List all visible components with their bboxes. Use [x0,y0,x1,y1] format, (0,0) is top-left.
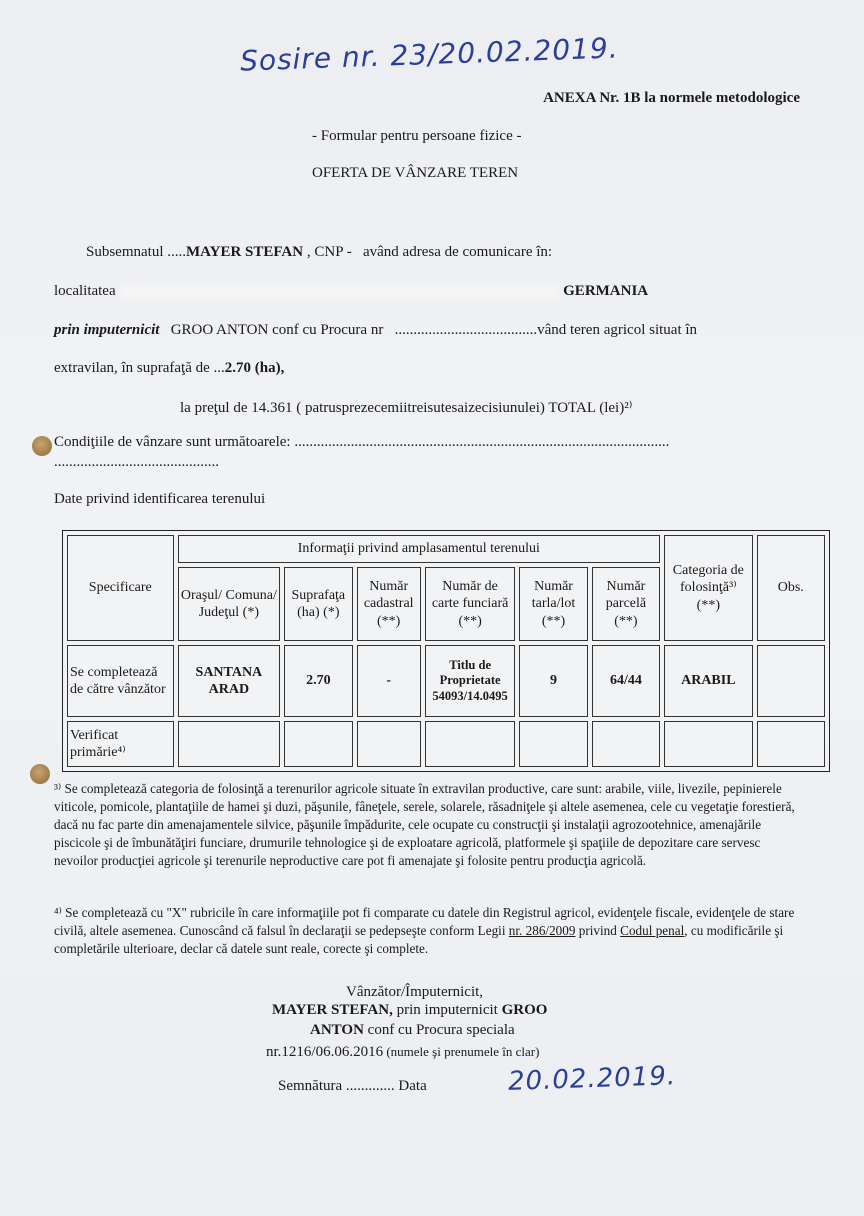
th-specificare: Specificare [67,535,174,641]
cell-obs [757,645,825,717]
th-oras: Oraşul/ Comuna/ Judeţul (*) [178,567,281,641]
th-suprafata: Suprafaţa (ha) (*) [284,567,352,641]
country: GERMANIA [563,283,649,299]
intro-line [86,244,552,261]
redacted-address [119,286,559,298]
law-link[interactable]: nr. 286/2009 [508,923,576,938]
procura-number: nr.1216/06.06.2016 [266,1044,384,1060]
signature-procura-number [266,1044,539,1061]
land-identification-table [62,530,830,772]
area-line [54,360,284,377]
representative-line [54,322,697,339]
th-tarla: Număr tarla/lot (**) [519,567,587,641]
binder-hole-bottom [30,764,50,784]
conditions-label: Condiţiile de vânzare sunt următoarele: [54,434,291,450]
locality-label: localitatea [54,283,116,299]
signer-name: MAYER STEFAN, [272,1002,393,1018]
binder-hole-top [32,436,52,456]
cell-categoria: ARABIL [664,645,752,717]
table-row [67,645,825,717]
intro-prefix: Subsemnatul ..... [86,244,186,260]
cnp-label: , CNP - [303,244,352,260]
th-cadastral: Număr cadastral (**) [357,567,421,641]
signature-date-line [278,1078,427,1095]
cell-empty [592,721,660,767]
footnote-4-text-2: privind [575,923,621,938]
procura-label: conf cu Procura nr [272,322,384,338]
representative-label: prin imputernicit [54,322,160,338]
table-row [67,721,825,767]
th-carte-funciara: Număr de carte funciară (**) [425,567,515,641]
representative-surname: GROO [501,1002,548,1018]
cell-suprafata: 2.70 [284,645,352,717]
address-label: având adresa de comunicare în: [362,244,553,260]
form-type: - Formular pentru persoane fizice - [312,128,522,144]
area-prefix: extravilan, în suprafaţă de ... [54,360,225,376]
cell-carte-funciara: Titlu de Proprietate 54093/14.0495 [425,645,515,717]
sell-text: vând teren agricol situat în [537,322,698,338]
cell-parcela: 64/44 [592,645,660,717]
cell-empty [284,721,352,767]
footnote-4 [54,904,796,958]
cell-oras: SANTANA ARAD [178,645,281,717]
th-categoria: Categoria de folosinţă³⁾ (**) [664,535,752,641]
date-label: Data [398,1078,427,1094]
representative-given-name: ANTON [310,1022,364,1038]
procura-text: conf cu Procura speciala [363,1022,515,1038]
cell-empty [664,721,752,767]
locality-line [54,283,648,300]
procura-dots: ...................................... [394,322,538,338]
th-obs: Obs. [757,535,825,641]
cell-empty [357,721,421,767]
conditions-dots-2: ............................................ [54,454,219,470]
signature-procura-line [310,1022,515,1039]
signature-dots: ............. [342,1078,399,1094]
th-parcela: Număr parcelă (**) [592,567,660,641]
footnote-3: ³⁾ Se completează categoria de folosinţă a terenurilor agricole situate în extravilan productive, care sunt: arabile, viile, livezile, pepinierele viticole, pomicole, plantaţiile de hamei şi duzi, păşunile, fâneţele, serele, solarele, răsadniţele şi altele asemenea, cele cu vegetaţie forestieră, dacă nu fac parte din amenajamentele silvice, păşunile împădurite, cele ocupate cu construcţii şi instalaţii agrozootehnice, amenajările piscicole şi de îmbunătăţiri funciare, drumurile tehnologice şi de exploatare agricolă, platformele şi spaţiile de depozitare care servesc nevoilor producţiei agricole şi terenurile neproductive care pot fi amenajate şi folosite pentru producţia agricolă. [54,781,795,868]
handwritten-registration-note: Sosire nr. 23/20.02.2019. [239,31,620,78]
price-line: la preţul de 14.361 ( patrusprezecemiitreisutesaizecisiunulei) TOTAL (lei)²⁾ [180,400,633,416]
cell-empty [757,721,825,767]
cell-empty [425,721,515,767]
row-label-verified: Verificat primărie⁴⁾ [67,721,174,767]
annex-reference: ANEXA Nr. 1B la normele metodologice [543,90,800,106]
conditions-line [54,434,669,451]
footnote-4-text: ⁴⁾ Se completează cu "X" rubricile în care informaţiile pot fi comparate cu datele din Registrul agricol, evidenţele fiscale, evidenţele de stare civilă, altele asemenea. Cunoscând că falsul în declaraţii se pedepseşte conform Legii [54,905,795,938]
conditions-dots-1: .................................................................................................... [294,434,670,450]
cell-empty [519,721,587,767]
th-location-group: Informaţii privind amplasamentul terenului [178,535,661,563]
signature-name-line [272,1002,547,1019]
signature-role: Vânzător/Împuternicit, [346,984,484,1000]
cell-empty [178,721,281,767]
cell-tarla: 9 [519,645,587,717]
cell-cadastral: - [357,645,421,717]
representative-name: GROO ANTON [170,322,269,338]
area-value: 2.70 (ha), [224,360,285,376]
seller-name: MAYER STEFAN [186,244,304,260]
identification-title: Date privind identificarea terenului [54,491,266,507]
penal-code-link[interactable]: Codul penal [620,923,685,938]
signer-connector: prin imputernicit [392,1002,502,1018]
document-title: OFERTA DE VÂNZARE TEREN [312,165,519,181]
name-note: (numele şi prenumele în clar) [383,1044,540,1059]
row-label-seller: Se completează de către vânzător [67,645,174,717]
signature-label: Semnătura [278,1078,343,1094]
footnote-4-text-3: , cu modificările şi completările ulterioare, declar că datele sunt reale, corecte şi complete. [54,923,784,956]
handwritten-date: 20.02.2019. [507,1061,677,1097]
